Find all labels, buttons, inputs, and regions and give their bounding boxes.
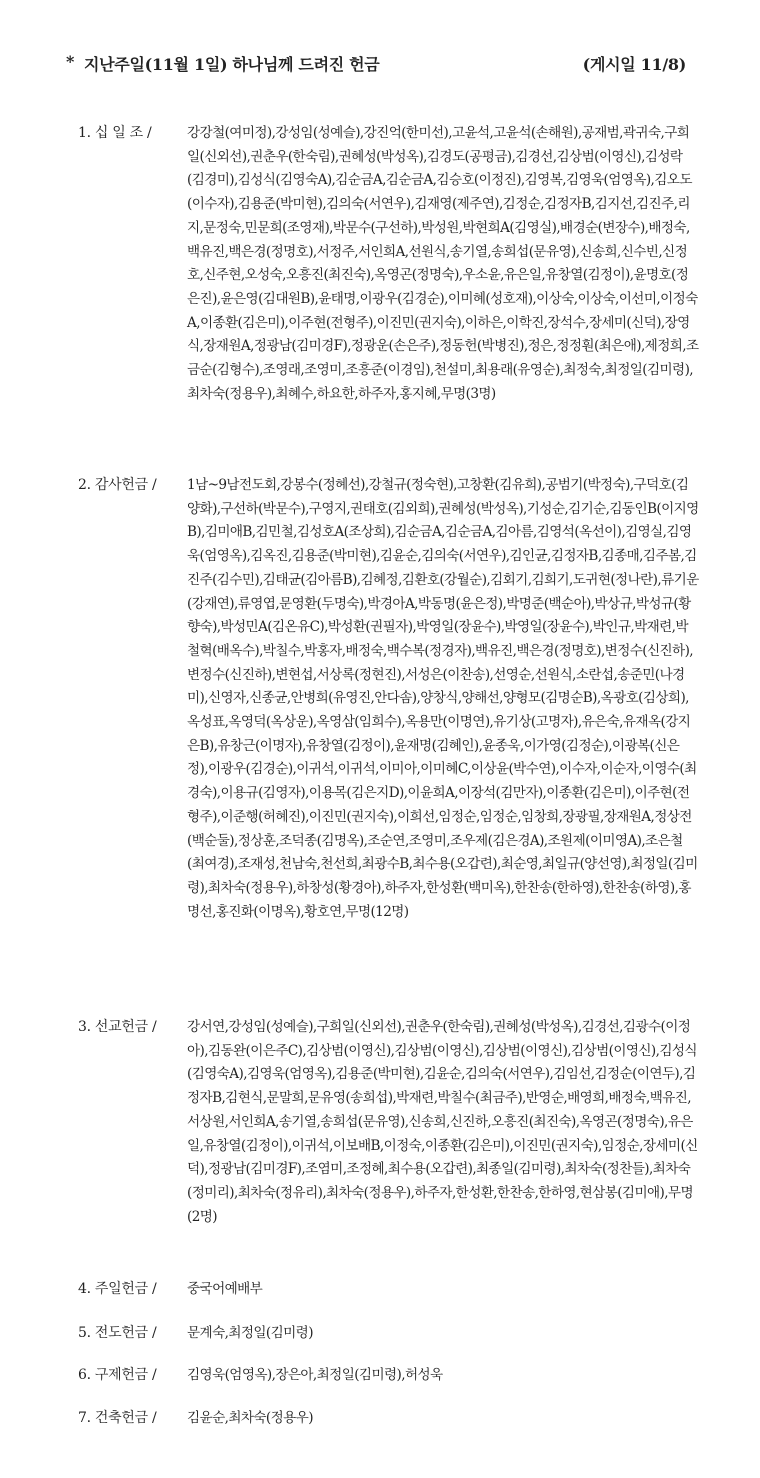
section-label: 6. 구제헌금 / <box>78 1367 157 1383</box>
section-donor-list: 1남~9남전도회,강봉수(정혜선),강철규(정숙현),고창환(김유희),공범기(박정숙),구덕호(김양화),구선하(박문수),구영지,권태호(김외희),권혜성(박성옥),기성순,김기순,김동인B(이지영B),김미애B,김민철,김성호A(조상희),김순금A,김순금A,김아름,김영석(옥선이),김영실,김영욱(엄영옥),김옥진,김용준(박미현),김윤순,김의숙(서연우),김인균,김정자B,김종매,김주봄,김진주(김수민),김태균(김아름B),김혜정,김환호(강월순),김회기,김희기,도귀현(정나란),류기운(강재연),류영엽,문영환(두명숙),박경아A,박동명(윤은정),박명준(백순아),박상규,박성규(황향숙),박성민A(김온유C),박성환(권필자),박영일(장윤수),박영일(장윤수),박인규,박재련,박철혁(배옥수),박칠수,박홍자,배정숙,백수복(정경자),백유진,백은경(정명호),변정수(신진하),변정수(신진하),변현섭,서상록(정현진),서성은(이찬송),선영순,선원식,소란섭,송준민(나경미),신영자,신종균,안병희(유영진,안다솜),양창식,양해선,양형모(김명순B),옥광호(김상희),옥성표,옥영덕(옥상운),옥영삼(임희수),옥용만(이명연),유기상(고명자),유은숙,유재옥(강지은B),유창근(이명자),유창열(김정이),윤재명(김혜인),윤종욱,이가영(김정순),이광복(신은정),이광우(김경순),이귀석,이귀석,이미아,이미혜C,이상윤(박수연),이수자,이순자,이영수(최경숙),이용규(김영자),이용목(김은지D),이윤희A,이장석(김만자),이종환(김은미),이주현(전형주),이준행(허혜진),이진민(권지숙),이희선,임정순,임정순,임창희,장광필,장재원A,정상전(백순둘),정상훈,조덕종(김명옥),조순연,조영미,조우제(김은경A),조원제(이미영A),조은철(최여경),조재성,천남숙,천선희,최광수B,최수용(오갑련),최순영,최일규(양선영),최정일(김미령),최차숙(정용우),하창성(황경아),하주자,한성환(백미옥),한찬송(한하영),한찬송(하영),홍명선,홍진화(이명옥),황호연,무명(12명) <box>187 477 699 920</box>
section-thanksgiving-offering <box>78 474 698 992</box>
section-donor-list: 강강철(여미정),강성임(성예슬),강진억(한미선),고윤석,고윤석(손해원),공재범,곽귀숙,구희일(신외선),권춘우(한숙림),권혜성(박성옥),김경도(공평금),김경선,김상범(이영신),김성락(김경미),김성식(김영숙A),김순금A,김순금A,김승호(이정진),김영복,김영욱(엄영옥),김오도(이수자),김용준(박미현),김의숙(서연우),김재영(제주연),김정순,김정자B,김지선,김진주,리지,문정숙,민문희(조영재),박문수(구선하),박성원,박현희A(김영실),배경순(변장수),배정숙,백유진,백은경(정명호),서정주,서인희A,선원식,송기열,송희섭(문유영),신송희,신수빈,신정호,신주현,오성숙,오흥진(최진숙),옥영곤(정명숙),우소윤,유은일,유창열(김정이),윤명호(정은진),윤은영(김대원B),윤태명,이광우(김경순),이미혜(성호재),이상숙,이상숙,이선미,이정숙A,이종환(김은미),이주현(전형주),이진민(권지숙),이하은,이학진,장석수,장세미(신덕),장영식,장재원A,정광남(김미경F),정광운(손은주),정동헌(박병진),정은,정정훤(최은애),제정희,조금순(김형수),조영래,조영미,조흥준(이경임),천설미,최용래(유영순),최정숙,최정일(김미령),최차숙(정용우),최혜수,하요한,하주자,홍지혜,무명(3명) <box>187 125 699 402</box>
section-label: 4. 주일헌금 / <box>78 1281 157 1297</box>
section-evangelism-offering <box>78 1322 698 1346</box>
section-building-offering <box>78 1407 698 1431</box>
report-header <box>66 52 686 78</box>
header-bullet: * <box>66 52 75 71</box>
posted-date: (게시일 11/8) <box>582 55 686 74</box>
section-donor-list: 김윤순,최차숙(정용우) <box>187 1410 313 1426</box>
section-label: 2. 감사헌금 / <box>78 477 157 493</box>
section-label: 5. 전도헌금 / <box>78 1325 157 1341</box>
section-donor-list: 중국어예배부 <box>187 1281 263 1297</box>
section-donor-list: 김영욱(엄영옥),장은아,최정일(김미령),허성욱 <box>187 1367 443 1383</box>
section-donor-list: 문계숙,최정일(김미령) <box>187 1325 313 1341</box>
section-mission-offering <box>78 1016 698 1266</box>
section-donor-list: 강서연,강성임(성예슬),구희일(신외선),권춘우(한숙림),권혜성(박성옥),김경선,김광수(이정아),김동완(이은주C),김상범(이영신),김상범(이영신),김상범(이영신),김상범(이영신),김성식(김영숙A),김영욱(엄영옥),김용준(박미현),김윤순,김의숙(서연우),김임선,김정순(이연두),김정자B,김현식,문말희,문유영(송희섭),박재련,박칠수(최금주),반영순,배영희,배정숙,백유진,서상원,서인희A,송기열,송희섭(문유영),신송희,신진하,오흥진(최진숙),옥영곤(정명숙),유은일,유창열(김정이),이귀석,이보배B,이정숙,이종환(김은미),이진민(권지숙),임정순,장세미(신덕),정광남(김미경F),조염미,조정혜,최수용(오갑련),최종일(김미령),최차숙(정찬들),최차숙(정미리),최차숙(정유리),최차숙(정용우),하주자,한성환,한찬송,한하영,현삼봉(김미애),무명(2명) <box>187 1019 698 1225</box>
section-relief-offering <box>78 1364 698 1388</box>
report-title: 지난주일(11월 1일) 하나님께 드려진 헌금 <box>84 55 380 74</box>
section-sunday-offering <box>78 1278 698 1302</box>
section-label: 1. 십 일 조 / <box>78 125 152 141</box>
section-tithe <box>78 122 698 462</box>
section-label: 3. 선교헌금 / <box>78 1019 157 1035</box>
section-label: 7. 건축헌금 / <box>78 1410 157 1426</box>
